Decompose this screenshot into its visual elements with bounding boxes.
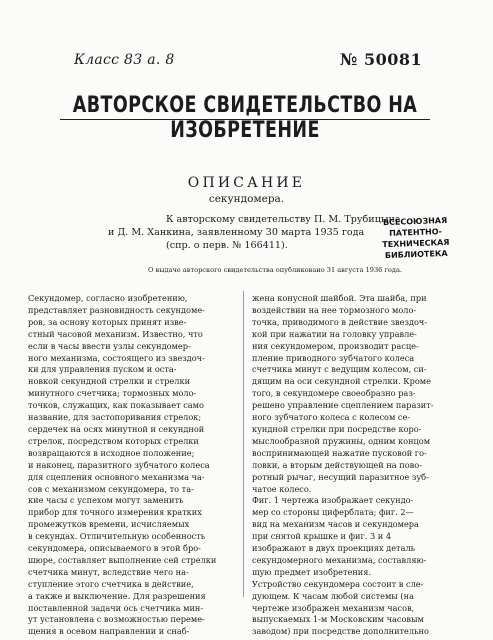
body-text-line: воспринимающей нажатие пусковой го-: [252, 447, 427, 458]
body-text-line: Устройство секундомера состоит в сле-: [252, 578, 424, 589]
body-text-line: промежутков времени, исчисляемых: [28, 519, 190, 530]
body-text-line: заводом) при посредстве дополнительно: [252, 626, 429, 637]
body-text-line: ловки, а вторым действующей на пово-: [252, 459, 422, 470]
body-text-line: воздействии на нее тормозного моло-: [252, 304, 417, 315]
body-text-line: сердечек на осях минутной и секундной: [28, 423, 205, 434]
body-text-line: вид на механизм часов и секундомера: [252, 519, 419, 530]
body-text-line: мер со стороны циферблата; фиг. 2—: [252, 507, 414, 518]
body-text-line: ротный рычаг, несущий паразитное зуб-: [252, 471, 429, 482]
body-text-line: при снятой крышке и фиг. 3 и 4: [252, 531, 392, 542]
authors-line: (спр. о перв. № 166411).: [166, 240, 288, 251]
body-text-line: щую предмет изобретения.: [252, 566, 372, 577]
publication-note: О выдаче авторского свидетельства опубликовано 31 августа 1936 года.: [148, 266, 402, 274]
body-text-line: мыслообразной пружины, одним концом: [252, 435, 431, 446]
body-text-line: ступление этого счетчика в действие,: [28, 578, 194, 589]
body-text-line: для сцепления основного механизма ча-: [28, 471, 205, 482]
column-divider: [243, 291, 244, 597]
body-text-line: минутного счетчика; тормозных моло-: [28, 388, 197, 399]
body-text-line: Секундомер, согласно изобретению,: [28, 293, 188, 303]
authors-line: и Д. М. Ханкина, заявленному 30 марта 1935 года: [108, 227, 365, 238]
title-underline: [60, 119, 430, 120]
body-text-line: того, в секундомере своеобразно раз-: [252, 388, 416, 399]
body-text-line: счетчика минут, вследствие чего на-: [28, 566, 189, 577]
body-text-line: ния секундомером, производит расце-: [252, 340, 419, 351]
body-text-line: выпускаемых 1-м Московским часовым: [252, 614, 424, 625]
certificate-title-block: [60, 93, 430, 143]
body-text-line: и наконец, паразитного зубчатого колеса: [28, 459, 210, 470]
stamp-line: ПАТЕНТНО-: [388, 227, 443, 238]
body-text-line: секундомера, описываемого в этой бро-: [28, 543, 201, 554]
class-label: Класс 83 а. 8: [74, 52, 175, 68]
stamp-line: ТЕХНИЧЕСКАЯ: [382, 237, 450, 250]
certificate-title: АВТОРСКОЕ СВИДЕТЕЛЬСТВО НА ИЗОБРЕТЕНИЕ: [72, 93, 418, 143]
body-text-line: изображают в двух проекциях деталь: [252, 543, 416, 554]
left-text-column: [28, 293, 240, 638]
body-text-line: дующем. К часам любой системы (на: [252, 590, 414, 601]
body-text-line: шюре, составляет выполнение сей стрелки: [28, 554, 217, 565]
body-text-line: название, для застопоривания стрелок;: [28, 412, 202, 423]
stamp-line: ВСЕСОЮЗНАЯ: [382, 215, 448, 228]
right-text-column: [252, 293, 464, 638]
body-text-line: а также и выключение. Для разрешения: [28, 590, 206, 601]
body-text-line: щения в осевом направлении и снаб-: [28, 626, 190, 637]
stamp-line: БИБЛИОТЕКА: [384, 248, 448, 261]
body-text-line: новкой секундной стрелки и стрелки: [28, 376, 191, 387]
body-text-line: кой при нажатии на головку управле-: [252, 328, 417, 339]
body-text-line: чатое колесо.: [252, 483, 312, 494]
body-text-line: прибор для точного измерения кратких: [28, 507, 202, 518]
body-text-line: точков, служащих, как показывает само: [28, 400, 204, 411]
body-text-line: кундной стрелки при посредстве коро-: [252, 423, 422, 434]
body-text-line: Фиг. 1 чертежа изображает секундо-: [252, 495, 414, 506]
body-text-line: ров, за основу которых принят изве-: [28, 316, 187, 327]
description-subject: секундомера.: [208, 193, 285, 205]
body-text-line: стрелок, посредством которых стрелки: [28, 435, 199, 446]
body-text-line: жена конусной шайбой. Эта шайба, при: [252, 293, 427, 303]
body-text-line: решено управление сцеплением паразит-: [252, 400, 434, 411]
body-text-line: возвращаются в исходное положение;: [28, 447, 195, 458]
body-text-line: секундомерного механизма, составляю-: [252, 554, 427, 565]
body-text-line: ного механизма, состоящего из звездоч-: [28, 352, 205, 363]
body-text-line: если в часы ввести узлы секундомер-: [28, 340, 191, 351]
description-heading: ОПИСАНИЕ: [187, 175, 306, 191]
authors-line: К авторскому свидетельству П. М. Трубицына: [166, 214, 401, 225]
body-text-line: пление приводного зубчатого колеса: [252, 352, 415, 363]
library-stamp: [377, 215, 455, 280]
body-text-line: дящим на оси секундной стрелки. Кроме: [252, 376, 431, 387]
body-text-line: представляет разновидность секундоме-: [28, 304, 205, 315]
patent-number: № 50081: [340, 50, 423, 69]
body-text-line: стный часовой механизм. Известно, что: [28, 328, 203, 339]
body-text-line: чертеже изображен механизм часов,: [252, 602, 415, 613]
body-text-line: сов с механизмом секундомера, то та-: [28, 483, 194, 494]
authors-block: [108, 213, 401, 252]
body-text-line: точка, приводимого в действие звездоч-: [252, 316, 428, 327]
body-text-line: счетчика минут с ведущим колесом, си-: [252, 364, 427, 375]
body-text-line: ки для управления пуском и оста-: [28, 364, 177, 375]
body-text-line: в секундах. Отличительную особенность: [28, 531, 206, 542]
body-text-line: ного зубчатого колеса с колесом се-: [252, 412, 411, 423]
body-text-line: кие часы с успехом могут заменить: [28, 495, 184, 506]
body-text-line: ут установлена с возможностью переме-: [28, 614, 205, 625]
body-text-line: поставленной задачи ось счетчика мин-: [28, 602, 204, 613]
